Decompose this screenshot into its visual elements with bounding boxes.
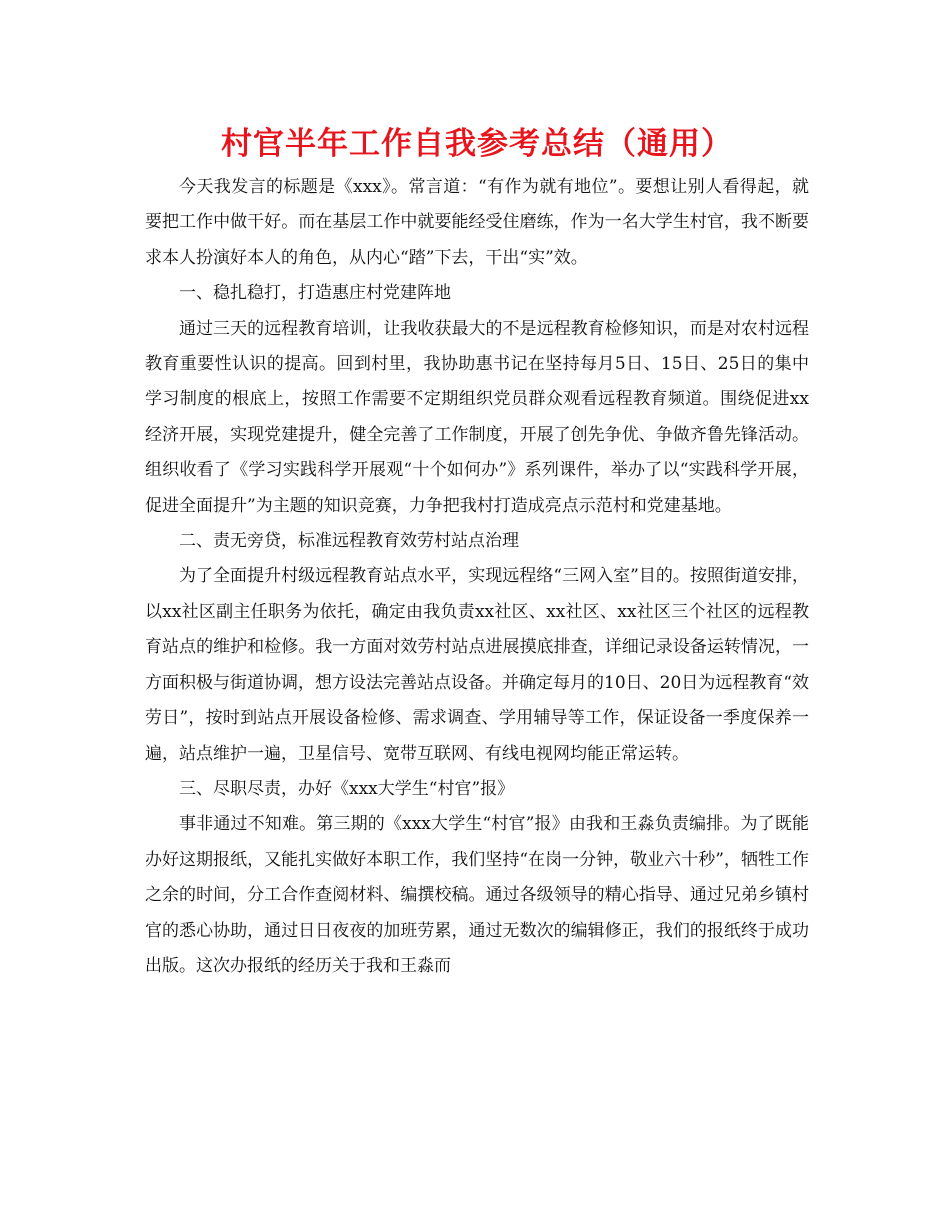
section-heading-3: 三、尽职尽责，办好《xxx大学生“村官”报》 xyxy=(179,778,515,799)
document-title: 村官半年工作自我参考总结（通用） xyxy=(221,126,733,162)
section-heading-1: 一、稳扎稳打，打造惠庄村党建阵地 xyxy=(179,283,451,304)
paragraph-intro: 今天我发言的标题是《xxx》。常言道：“有作为就有地位”。要想让别人看得起，就要把工作中做干好。而在基层工作中就要能经受住磨练，作为一名大学生村官，我不断要求本人扮演好本人的角色，从内心“踏”下去，干出“实”效。 xyxy=(145,177,809,268)
document-page xyxy=(145,120,809,984)
paragraph-section-3: 事非通过不知难。第三期的《xxx大学生“村官”报》由我和王淼负责编排。为了既能办好这期报纸，又能扎实做好本职工作，我们坚持“在岗一分钟，敬业六十秒”，牺牲工作之余的时间，分工合作查阅材料、编撰校稿。通过各级领导的精心指导、通过兄弟乡镇村官的悉心协助，通过日日夜夜的加班劳累，通过无数次的编辑修正，我们的报纸终于成功出版。这次办报纸的经历关于我和王淼而 xyxy=(145,814,809,976)
paragraph-section-2: 为了全面提升村级远程教育站点水平，实现远程络“三网入室”目的。按照街道安排，以xx社区副主任职务为依托，确定由我负责xx社区、xx社区、xx社区三个社区的远程教育站点的维护和检修。我一方面对效劳村站点进展摸底排查，详细记录设备运转情况，一方面积极与街道协调，想方设法完善站点设备。并确定每月的10日、20日为远程教育“效劳日”，按时到站点开展设备检修、需求调查、学用辅导等工作，保证设备一季度保养一遍，站点维护一遍，卫星信号、宽带互联网、有线电视网均能正常运转。 xyxy=(145,566,809,764)
paragraph-section-1: 通过三天的远程教育培训，让我收获最大的不是远程教育检修知识，而是对农村远程教育重要性认识的提高。回到村里，我协助惠书记在坚持每月5日、15日、25日的集中学习制度的根底上，按照工作需要不定期组织党员群众观看远程教育频道。围绕促进xx经济开展，实现党建提升，健全完善了工作制度，开展了创先争优、争做齐鲁先锋活动。组织收看了《学习实践科学开展观“十个如何办”》系列课件，举办了以“实践科学开展，促进全面提升”为主题的知识竞赛，力争把我村打造成亮点示范村和党建基地。 xyxy=(145,318,809,516)
section-heading-2: 二、责无旁贷，标准远程教育效劳村站点治理 xyxy=(179,531,519,552)
